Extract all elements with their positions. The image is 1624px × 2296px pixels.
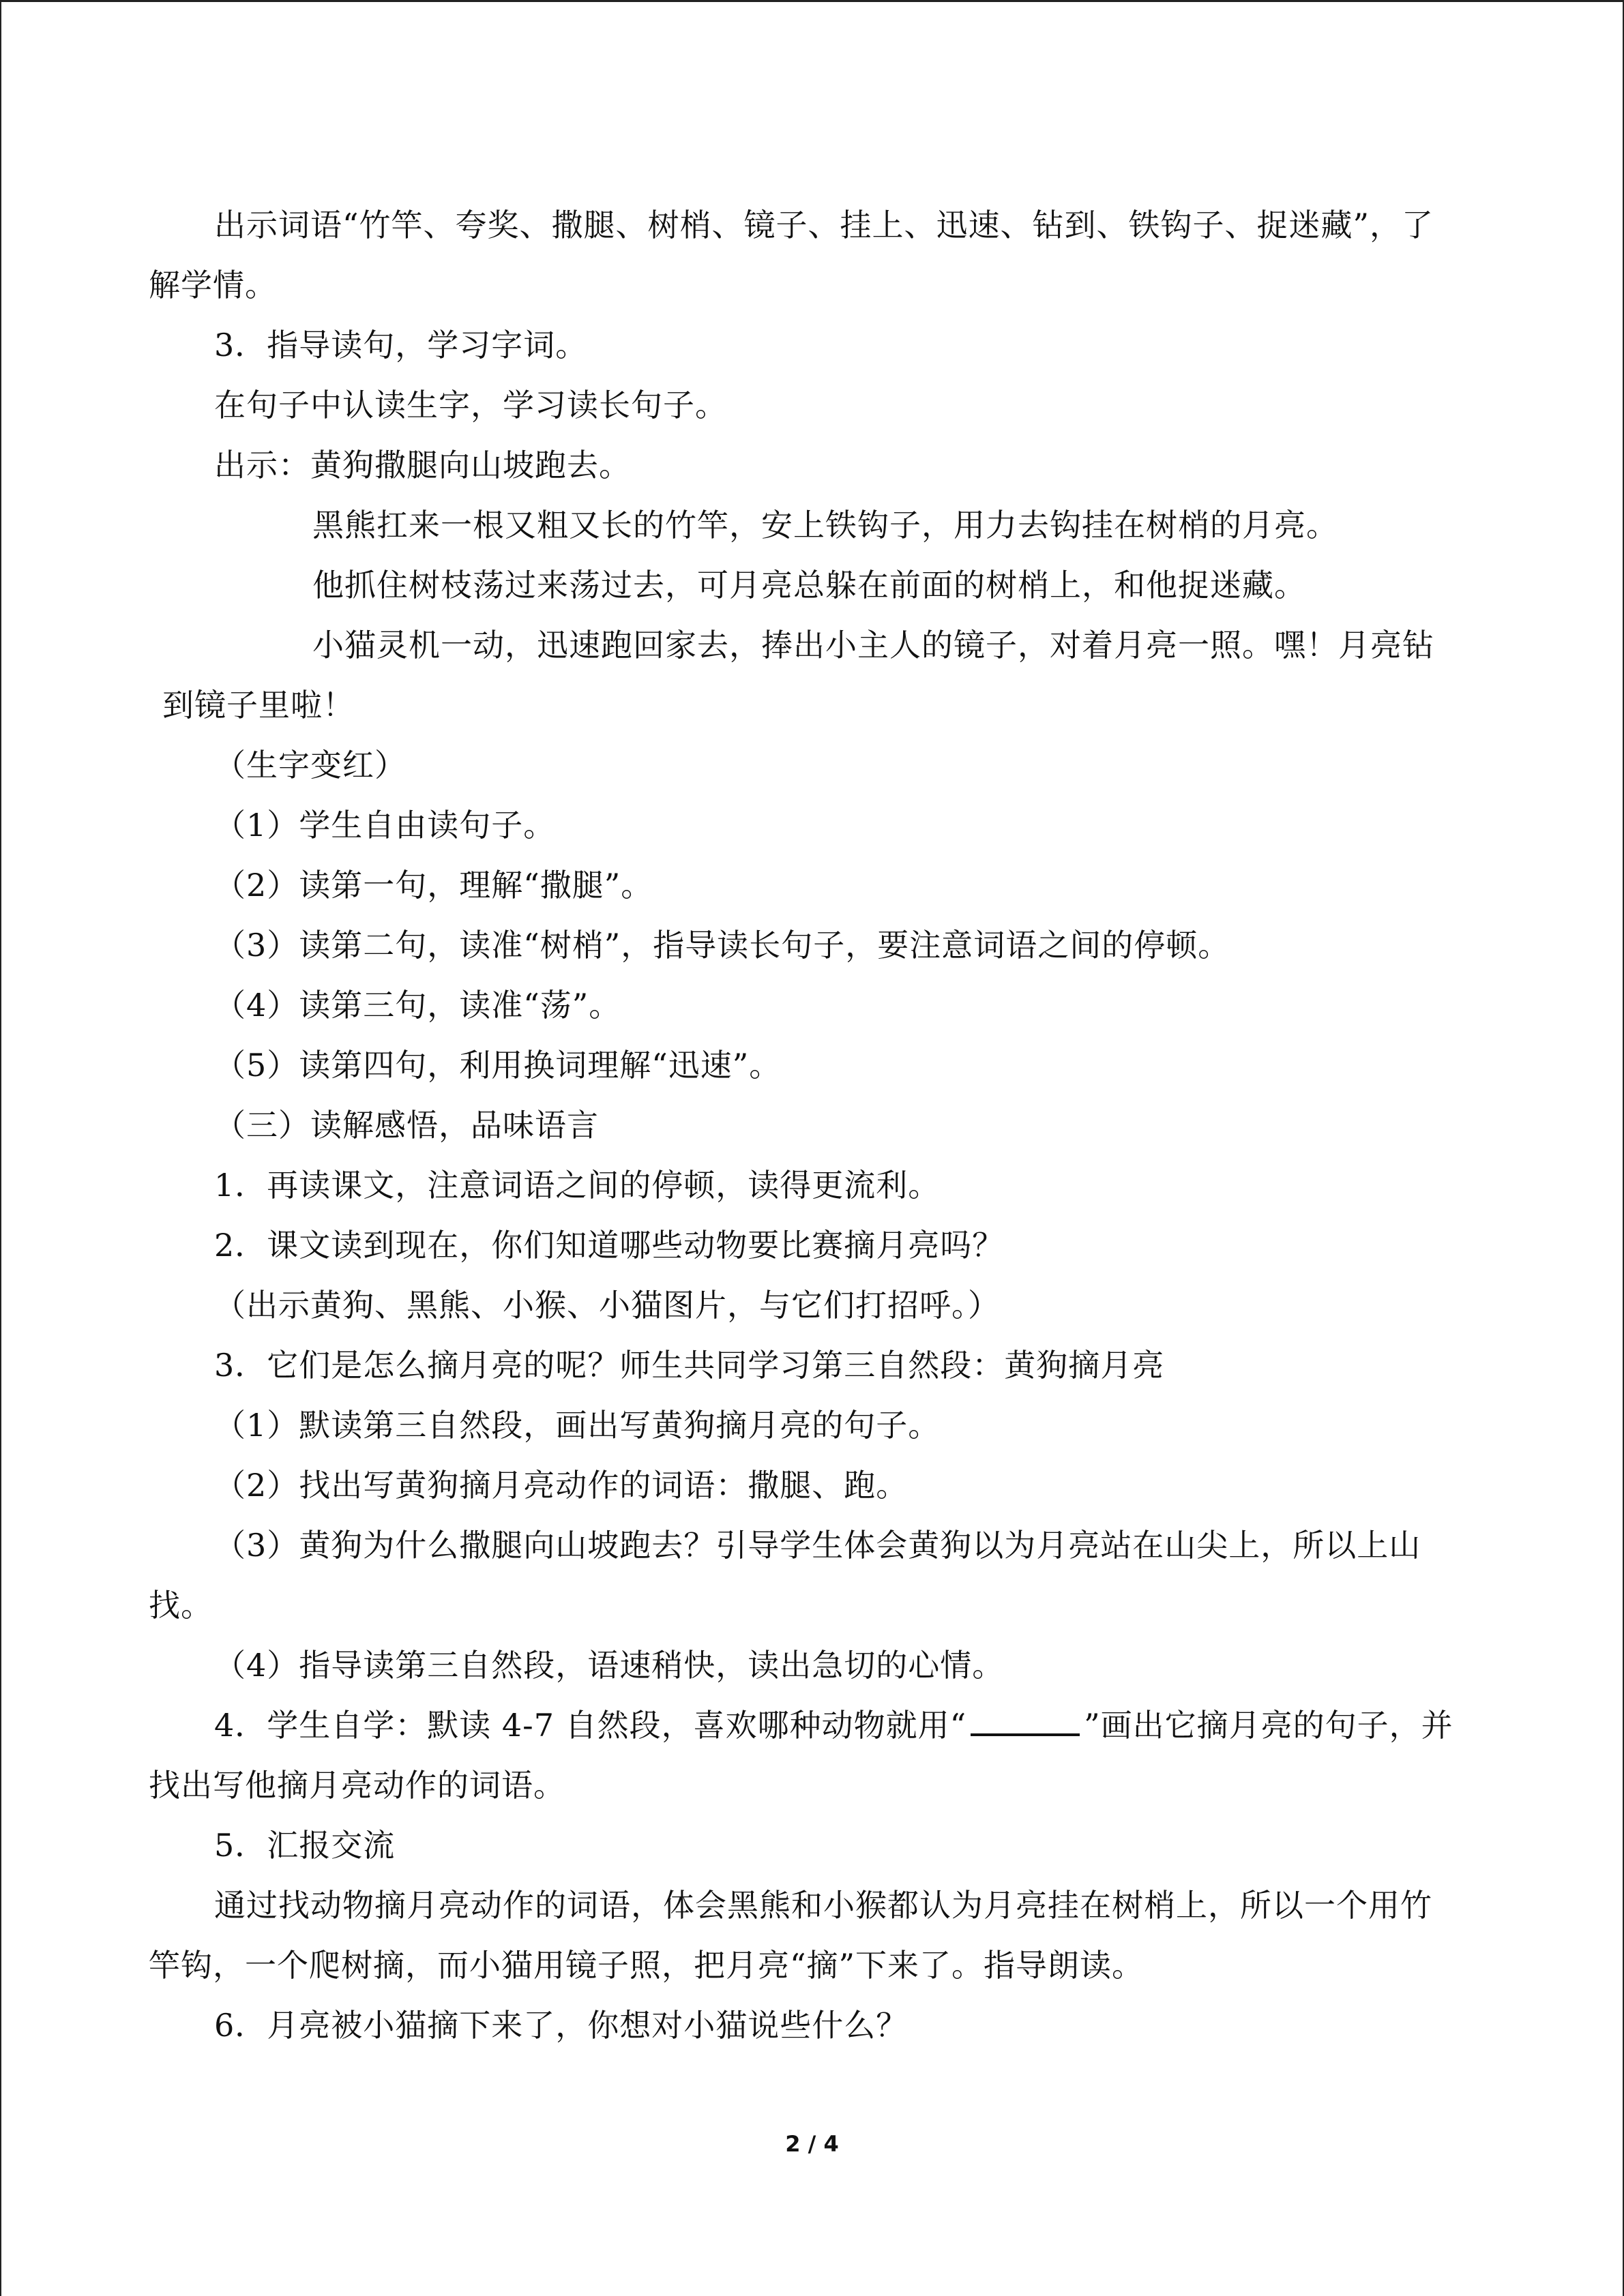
paragraph-line: 3．指导读句，学习字词。 [214, 327, 588, 363]
paragraph-line: （1）学生自由读句子。 [214, 807, 556, 844]
paragraph-line: 出示：黄狗撒腿向山坡跑去。 [214, 447, 631, 483]
paragraph-line: （3）黄狗为什么撒腿向山坡跑去？引导学生体会黄狗以为月亮站在山尖上，所以上山 [214, 1527, 1421, 1564]
paragraph-line [214, 1705, 1453, 1746]
line-text-before-blank: 4．学生自学：默读 4-7 自然段，喜欢哪种动物就用“ [214, 1707, 967, 1744]
paragraph-line: 6．月亮被小猫摘下来了，你想对小猫说些什么？ [214, 2007, 909, 2044]
paragraph-line: 出示词语“竹竿、夸奖、撒腿、树梢、镜子、挂上、迅速、钻到、铁钩子、捉迷藏”，了 [214, 207, 1434, 243]
paragraph-line: （4）读第三句，读准“荡”。 [214, 987, 621, 1024]
paragraph-line: （5）读第四句，利用换词理解“迅速”。 [214, 1047, 782, 1084]
paragraph-line: 通过找动物摘月亮动作的词语，体会黑熊和小猴都认为月亮挂在树梢上，所以一个用竹 [214, 1887, 1432, 1924]
paragraph-line: 解学情。 [149, 267, 277, 303]
paragraph-line: （生字变红） [214, 747, 407, 784]
paragraph-line: （出示黄狗、黑熊、小猴、小猫图片，与它们打招呼。） [214, 1287, 1000, 1324]
paragraph-line: 2．课文读到现在，你们知道哪些动物要比赛摘月亮吗？ [214, 1227, 1005, 1264]
paragraph-line: 找出写他摘月亮动作的词语。 [149, 1767, 565, 1804]
paragraph-line: （4）指导读第三自然段，语速稍快，读出急切的心情。 [214, 1647, 1005, 1684]
paragraph-line: （3）读第二句，读准“树梢”，指导读长句子，要注意词语之间的停顿。 [214, 927, 1230, 964]
paragraph-line: （2）找出写黄狗摘月亮动作的词语：撒腿、跑。 [214, 1467, 909, 1504]
paragraph-line: （1）默读第三自然段，画出写黄狗摘月亮的句子。 [214, 1407, 941, 1444]
paragraph-line: 3．它们是怎么摘月亮的呢？师生共同学习第三自然段：黄狗摘月亮 [214, 1347, 1165, 1384]
paragraph-line: 小猫灵机一动，迅速跑回家去，捧出小主人的镜子，对着月亮一照。嘿！月亮钻 [312, 627, 1434, 664]
paragraph-line: 竿钩，一个爬树摘，而小猫用镜子照，把月亮“摘”下来了。指导朗读。 [149, 1947, 1145, 1984]
paragraph-line: 5．汇报交流 [214, 1827, 396, 1864]
paragraph-line: 1．再读课文，注意词语之间的停顿，读得更流利。 [214, 1167, 941, 1204]
section-heading: （三）读解感悟，品味语言 [214, 1107, 599, 1144]
page-number: 2 / 4 [785, 2131, 839, 2157]
paragraph-line: 找。 [149, 1587, 213, 1624]
line-text-after-blank: ”画出它摘月亮的句子，并 [1084, 1707, 1453, 1744]
paragraph-line: 在句子中认读生字，学习读长句子。 [214, 387, 727, 423]
paragraph-line: 他抓住树枝荡过来荡过去，可月亮总躲在前面的树梢上，和他捉迷藏。 [312, 567, 1306, 603]
paragraph-line: （2）读第一句，理解“撒腿”。 [214, 867, 653, 904]
paragraph-line: 到镜子里啦！ [162, 687, 355, 724]
paragraph-line: 黑熊扛来一根又粗又长的竹竿，安上铁钩子，用力去钩挂在树梢的月亮。 [312, 507, 1338, 543]
underline-blank [971, 1706, 1080, 1736]
